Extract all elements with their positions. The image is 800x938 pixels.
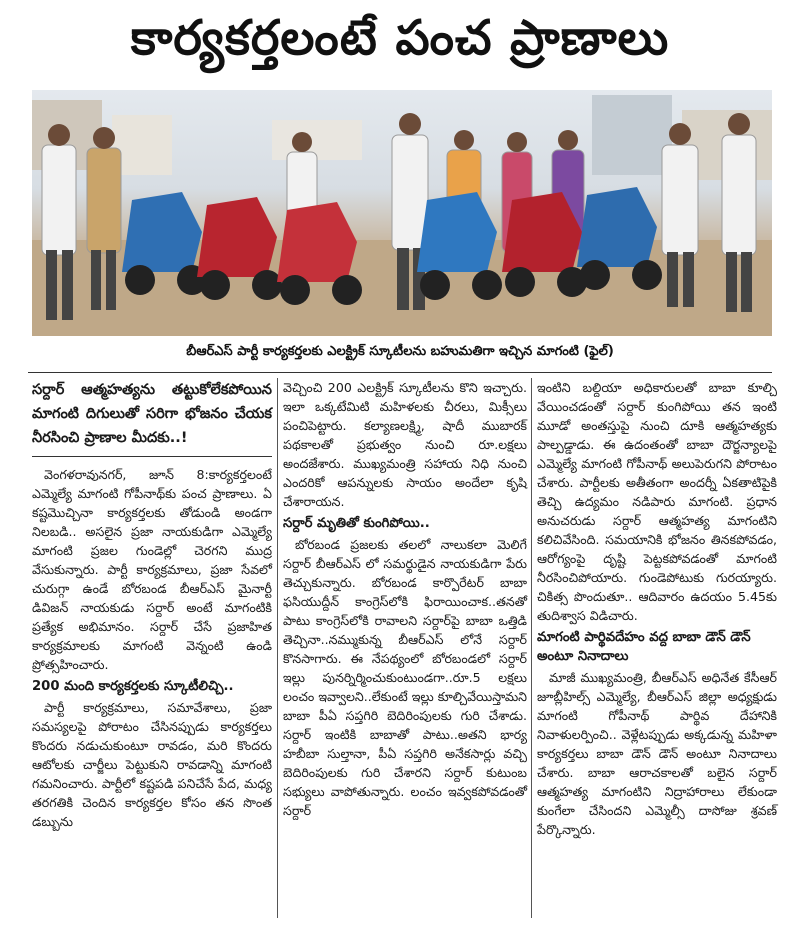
photo-illustration xyxy=(32,90,772,336)
column-divider xyxy=(277,378,278,918)
paragraph: మాజీ ముఖ్యమంత్రి, బీఆర్ఎస్ అధినేత కేసీఆర్ జూబ్లీహిల్స్ ఎమ్మెల్యే, బీఆర్ఎస్ జిల్లా అధ్యక్షుడు మాగంటి గోపీనాథ్ పార్థివ దేహానికి నివాళులర్పించి.. వెళ్లేటప్పుడు అక్కడున్న మహిళా కార్యకర్తలు బాబా డౌన్ డౌన్ అంటూ నినాదాలు చేశారు. బాబా ఆరాచకాలతో బలైన సర్దార్ ఆత్మహత్య మాగంటిని నిద్రాహారాలు లేకుండా కుంగేలా చేసిందని ఎమ్మెల్సీ దాసోజు శ్రవణ్ పేర్కొన్నారు. xyxy=(537,670,777,837)
subheading: 200 మంది కార్యకర్తలకు స్కూటీలిచ్చి.. xyxy=(32,679,234,694)
divider xyxy=(28,372,772,373)
subheading: సర్దార్ మృతితో కుంగిపోయి.. xyxy=(283,516,430,531)
article-column-2 xyxy=(283,378,527,820)
article-column-3 xyxy=(537,378,777,839)
intro-deck: సర్దార్ ఆత్మహత్యను తట్టుకోలేకపోయిన మాగంటి దిగులుతో సరిగా భోజనం చేయక నీరసించి ప్రాణాల మీదకు..! xyxy=(32,378,272,457)
news-photo xyxy=(32,90,772,336)
paragraph: ఇంటిని బల్దియా అధికారులతో బాబా కూల్చి వేయించడంతో సర్దార్ కుంగిపోయి తన ఇంటి మూడో అంతస్తుపై నుంచి దూకి ఆత్మహత్యకు పాల్పడ్డాడు. ఈ ఉదంతంతో బాబా దౌర్జన్యాలపై ఎమ్మెల్యే మాగంటి గోపీనాథ్ అలుపెరుగని పోరాటం చేశారు. పార్టీలకు అతీతంగా అందర్నీ ఏకతాటిపైకి తెచ్చి ఉద్యమం నడిపారు మాగంటి. ప్రధాన అనుచరుడు సర్దార్ ఆత్మహత్య మాగంటిని కలిచివేసింది. సమయానికి భోజనం తినకపోవడం, ఆరోగ్యంపై దృష్టి పెట్టకపోవడంతో మాగంటి నీరసించిపోయారు. గుండెపోటుకు గురయ్యారు. చికిత్స పొందుతూ.. ఆదివారం ఉదయం 5.45కు తుదిశ్వాస విడిచారు. xyxy=(537,380,777,623)
paragraph: వెచ్చించి 200 ఎలక్ట్రిక్ స్కూటీలను కొని ఇచ్చారు. ఇలా ఒక్కటేమిటి మహిళలకు చీరలు, మిక్సీలు పంచిపెట్టారు. కల్యాణలక్ష్మి, షాదీ ముబారక్ పథకాలతో ప్రభుత్వం నుంచి రూ.లక్షలు అందజేశారు. ముఖ్యమంత్రి సహాయ నిధి నుంచి ఎందరికో ఆపన్నులకు సాయం అందేలా కృషి చేశారాయన. xyxy=(283,380,527,509)
photo-caption: బీఆర్ఎస్ పార్టీ కార్యకర్తలకు ఎలక్ట్రిక్ స్కూటీలను బహుమతిగా ఇచ్చిన మాగంటి (ఫైల్) xyxy=(186,344,614,359)
subheading: మాగంటి పార్థివదేహం వద్ద బాబా డౌన్ డౌన్ అంటూ నినాదాలు xyxy=(537,630,751,664)
paragraph: వెంగళరావునగర్, జూన్ 8:కార్యకర్తలంటే ఎమ్మెల్యే మాగంటి గోపీనాథ్‌కు పంచ ప్రాణాలు. ఏ కష్టమొచ్చినా కార్యకర్తలకు తోడుండి అండగా నిలబడి.. అసలైన ప్రజా నాయకుడిగా ఎమ్మెల్యే మాగంటి ప్రజల గుండెల్లో చెరగని ముద్ర వేసుకున్నారు. పార్టీ కార్యక్రమాలు, ప్రజా సేవలో చురుగ్గా ఉండే బోరబండ బీఆర్ఎస్ మైనార్టీ డివిజన్ నాయకుడు సర్దార్ అంటే మాగంటికి ప్రత్యేక అభిమానం. సర్దార్ చేసే ప్రజాహిత కార్యక్రమాలకు మాగంటి వెన్నంటి ఉండి ప్రోత్సహించారు. xyxy=(32,467,272,672)
paragraph: బోరబండ ప్రజలకు తలలో నాలుకలా మెలిగే సర్దార్ బీఆర్ఎస్ లో సమర్థుడైన నాయకుడిగా పేరు తెచ్చుకున్నారు. బోరబండ కార్పొరేటర్ బాబా ఫసియుద్దీన్ కాంగ్రెస్‌లోకి ఫిరాయించాక..తనతో పాటు కాంగ్రెస్‌లోకి రావాలని సర్దార్‌పై బాబా ఒత్తిడి తెచ్చినా..నమ్ముకున్న బీఆర్ఎస్ లోనే సర్దార్ కొనసాగారు. ఈ నేపథ్యంలో బోరబండలో సర్దార్ ఇల్లు పునర్నిర్మించుకుంటుండగా..రూ.5 లక్షలు లంచం ఇవ్వాలని..లేకుంటే ఇల్లు కూల్చివేయిస్తామని బాబా పీఏ సప్తగిరి బెదిరింపులకు గురి చేశాడు. సర్దార్ ఇంటికి బాబాతో పాటు..అతని భార్య హబీబా సుల్తానా, పీఏ సప్తగిరి అనేకసార్లు వచ్చి బెదిరింపులకు గురి చేశారని సర్దార్ కుటుంబ సభ్యులు వాపోతున్నారు. లంచం ఇవ్వకపోవడంతో సర్దార్ xyxy=(283,537,527,818)
column-divider xyxy=(531,378,532,918)
paragraph: పార్టీ కార్యక్రమాలు, సమావేశాలు, ప్రజా సమస్యలపై పోరాటం చేసినప్పుడు కార్యకర్తలు కొందరు నడుచుకుంటూ రావడం, మరి కొందరు ఆటోలకు చార్జీలు పెట్టుకుని రావడాన్ని మాగంటి గమనించారు. పార్టీలో కష్టపడి పనిచేసే పేద, మధ్య తరగతికి చెందిన కార్యకర్తల కోసం తన సొంత డబ్బును xyxy=(32,700,272,829)
article-column-1 xyxy=(32,378,272,831)
headline: కార్యకర్తలంటే పంచ ప్రాణాలు xyxy=(130,10,670,66)
